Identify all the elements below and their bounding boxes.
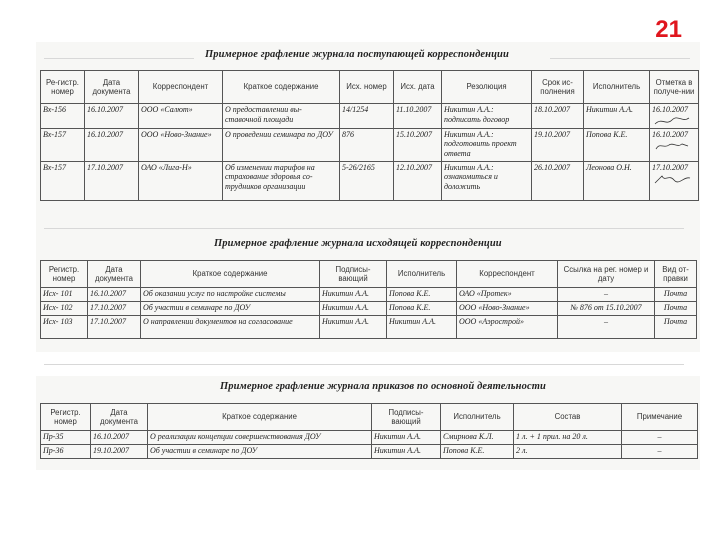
table-row bbox=[41, 302, 697, 316]
cell-date: 17.10.2007 bbox=[85, 161, 139, 200]
cell-reference: № 876 от 15.10.2007 bbox=[558, 302, 655, 316]
cell-reference: – bbox=[558, 316, 655, 339]
column-header: Дата документа bbox=[85, 71, 139, 104]
column-header: Исполнитель bbox=[584, 71, 650, 104]
table-row bbox=[41, 431, 698, 445]
column-header: Регистр. номер bbox=[41, 261, 88, 288]
cell-signer: Никитин А.А. bbox=[320, 288, 387, 302]
cell-executor: Леонова О.Н. bbox=[584, 161, 650, 200]
cell-executor: Попова К.Е. bbox=[441, 445, 514, 459]
cell-reg-number: Пр-36 bbox=[41, 445, 91, 459]
column-header: Отметка в получе-нии bbox=[650, 71, 699, 104]
cell-date: 17.10.2007 bbox=[88, 302, 141, 316]
column-header: Краткое содержание bbox=[148, 404, 372, 431]
orders-journal-title: Примерное графление журнала приказов по основной деятельности bbox=[220, 381, 546, 392]
column-header: Подписы-вающий bbox=[320, 261, 387, 288]
cell-deadline: 26.10.2007 bbox=[532, 161, 584, 200]
column-header: Ре-гистр. номер bbox=[41, 71, 85, 104]
cell-correspondent: ОАО «Лига-Н» bbox=[139, 161, 223, 200]
column-header: Корреспондент bbox=[139, 71, 223, 104]
cell-reg-number: Вх-157 bbox=[41, 161, 85, 200]
cell-receipt: 16.10.2007 bbox=[650, 128, 699, 161]
table-row bbox=[41, 128, 699, 161]
cell-summary: Об участии в семинаре по ДОУ bbox=[148, 445, 372, 459]
cell-out-number: 5-26/2165 bbox=[340, 161, 394, 200]
cell-summary: О реализации концепции совершенствования ДОУ bbox=[148, 431, 372, 445]
cell-date: 16.10.2007 bbox=[91, 431, 148, 445]
cell-reg-number: Вх-156 bbox=[41, 104, 85, 129]
cell-executor: Никитин А.А. bbox=[584, 104, 650, 129]
column-header: Краткое содержание bbox=[223, 71, 340, 104]
incoming-journal-title: Примерное графление журнала поступающей корреспонденции bbox=[205, 49, 509, 60]
cell-note: – bbox=[622, 431, 698, 445]
column-header: Дата документа bbox=[91, 404, 148, 431]
cell-correspondent: ООО «Салют» bbox=[139, 104, 223, 129]
column-header: Срок ис-полнения bbox=[532, 71, 584, 104]
cell-reg-number: Исх- 103 bbox=[41, 316, 88, 339]
signature-icon bbox=[652, 172, 692, 184]
cell-executor: Попова К.Е. bbox=[387, 302, 457, 316]
outgoing-journal-title: Примерное графление журнала исходящей корреспонденции bbox=[214, 238, 502, 249]
cell-reg-number: Вх-157 bbox=[41, 128, 85, 161]
cell-correspondent: ООО «Ново-Знание» bbox=[139, 128, 223, 161]
column-header: Ссылка на рег. номер и дату bbox=[558, 261, 655, 288]
cell-executor: Попова К.Е. bbox=[584, 128, 650, 161]
cell-receipt: 17.10.2007 bbox=[650, 161, 699, 200]
orders-journal-table bbox=[40, 403, 698, 459]
column-header: Краткое содержание bbox=[141, 261, 320, 288]
scan-artifact bbox=[44, 228, 684, 229]
table-header-row bbox=[41, 71, 699, 104]
column-header: Регистр. номер bbox=[41, 404, 91, 431]
cell-date: 16.10.2007 bbox=[88, 288, 141, 302]
cell-executor: Попова К.Е. bbox=[387, 288, 457, 302]
cell-correspondent: ООО «Аэрострой» bbox=[457, 316, 558, 339]
column-header: Вид от-правки bbox=[655, 261, 697, 288]
scan-artifact bbox=[44, 58, 194, 59]
cell-composition: 2 л. bbox=[514, 445, 622, 459]
cell-deadline: 18.10.2007 bbox=[532, 104, 584, 129]
column-header: Подписы-вающий bbox=[372, 404, 441, 431]
cell-date: 16.10.2007 bbox=[85, 104, 139, 129]
outgoing-journal-table bbox=[40, 260, 697, 339]
column-header: Исполнитель bbox=[387, 261, 457, 288]
cell-summary: О предоставлении вы-ставочной площади bbox=[223, 104, 340, 129]
table-row bbox=[41, 104, 699, 129]
cell-reg-number: Исх- 102 bbox=[41, 302, 88, 316]
cell-signer: Никитин А.А. bbox=[372, 445, 441, 459]
cell-signer: Никитин А.А. bbox=[372, 431, 441, 445]
cell-resolution: Никитин А.А.: подготовить проект ответа bbox=[442, 128, 532, 161]
cell-correspondent: ОАО «Протек» bbox=[457, 288, 558, 302]
cell-summary: О проведении семинара по ДОУ bbox=[223, 128, 340, 161]
cell-note: – bbox=[622, 445, 698, 459]
cell-resolution: Никитин А.А.: ознакомиться и доложить bbox=[442, 161, 532, 200]
cell-out-number: 14/1254 bbox=[340, 104, 394, 129]
signature-icon bbox=[652, 115, 692, 127]
cell-composition: 1 л. + 1 прил. на 20 л. bbox=[514, 431, 622, 445]
column-header: Примечание bbox=[622, 404, 698, 431]
cell-date: 16.10.2007 bbox=[85, 128, 139, 161]
scan-artifact bbox=[44, 364, 684, 365]
cell-dispatch: Почта bbox=[655, 302, 697, 316]
column-header: Дата документа bbox=[88, 261, 141, 288]
column-header: Состав bbox=[514, 404, 622, 431]
incoming-journal-table bbox=[40, 70, 699, 201]
scan-artifact bbox=[550, 58, 690, 59]
cell-out-date: 11.10.2007 bbox=[394, 104, 442, 129]
column-header: Исполнитель bbox=[441, 404, 514, 431]
cell-out-date: 12.10.2007 bbox=[394, 161, 442, 200]
cell-dispatch: Почта bbox=[655, 288, 697, 302]
cell-date: 19.10.2007 bbox=[91, 445, 148, 459]
table-header-row bbox=[41, 404, 698, 431]
cell-summary: Об оказании услуг по настройке системы bbox=[141, 288, 320, 302]
cell-reg-number: Пр-35 bbox=[41, 431, 91, 445]
cell-reference: – bbox=[558, 288, 655, 302]
cell-date: 17.10.2007 bbox=[88, 316, 141, 339]
column-header: Исх. номер bbox=[340, 71, 394, 104]
cell-out-date: 15.10.2007 bbox=[394, 128, 442, 161]
table-row bbox=[41, 161, 699, 200]
cell-out-number: 876 bbox=[340, 128, 394, 161]
column-header: Исх. дата bbox=[394, 71, 442, 104]
cell-receipt: 16.10.2007 bbox=[650, 104, 699, 129]
cell-signer: Никитин А.А. bbox=[320, 316, 387, 339]
cell-executor: Смирнова К.Л. bbox=[441, 431, 514, 445]
cell-executor: Никитин А.А. bbox=[387, 316, 457, 339]
cell-deadline: 19.10.2007 bbox=[532, 128, 584, 161]
cell-signer: Никитин А.А. bbox=[320, 302, 387, 316]
table-row bbox=[41, 288, 697, 302]
column-header: Резолюция bbox=[442, 71, 532, 104]
table-row bbox=[41, 316, 697, 339]
cell-summary: О направлении документов на согласование bbox=[141, 316, 320, 339]
cell-dispatch: Почта bbox=[655, 316, 697, 339]
slide-number: 21 bbox=[655, 16, 682, 43]
cell-reg-number: Исх- 101 bbox=[41, 288, 88, 302]
cell-resolution: Никитин А.А.: подписать договор bbox=[442, 104, 532, 129]
cell-correspondent: ООО «Ново-Знание» bbox=[457, 302, 558, 316]
signature-icon bbox=[652, 139, 692, 151]
cell-summary: Об участии в семинаре по ДОУ bbox=[141, 302, 320, 316]
column-header: Корреспондент bbox=[457, 261, 558, 288]
cell-summary: Об изменении тарифов на страхование здоровья со-трудников организации bbox=[223, 161, 340, 200]
table-header-row bbox=[41, 261, 697, 288]
table-row bbox=[41, 445, 698, 459]
